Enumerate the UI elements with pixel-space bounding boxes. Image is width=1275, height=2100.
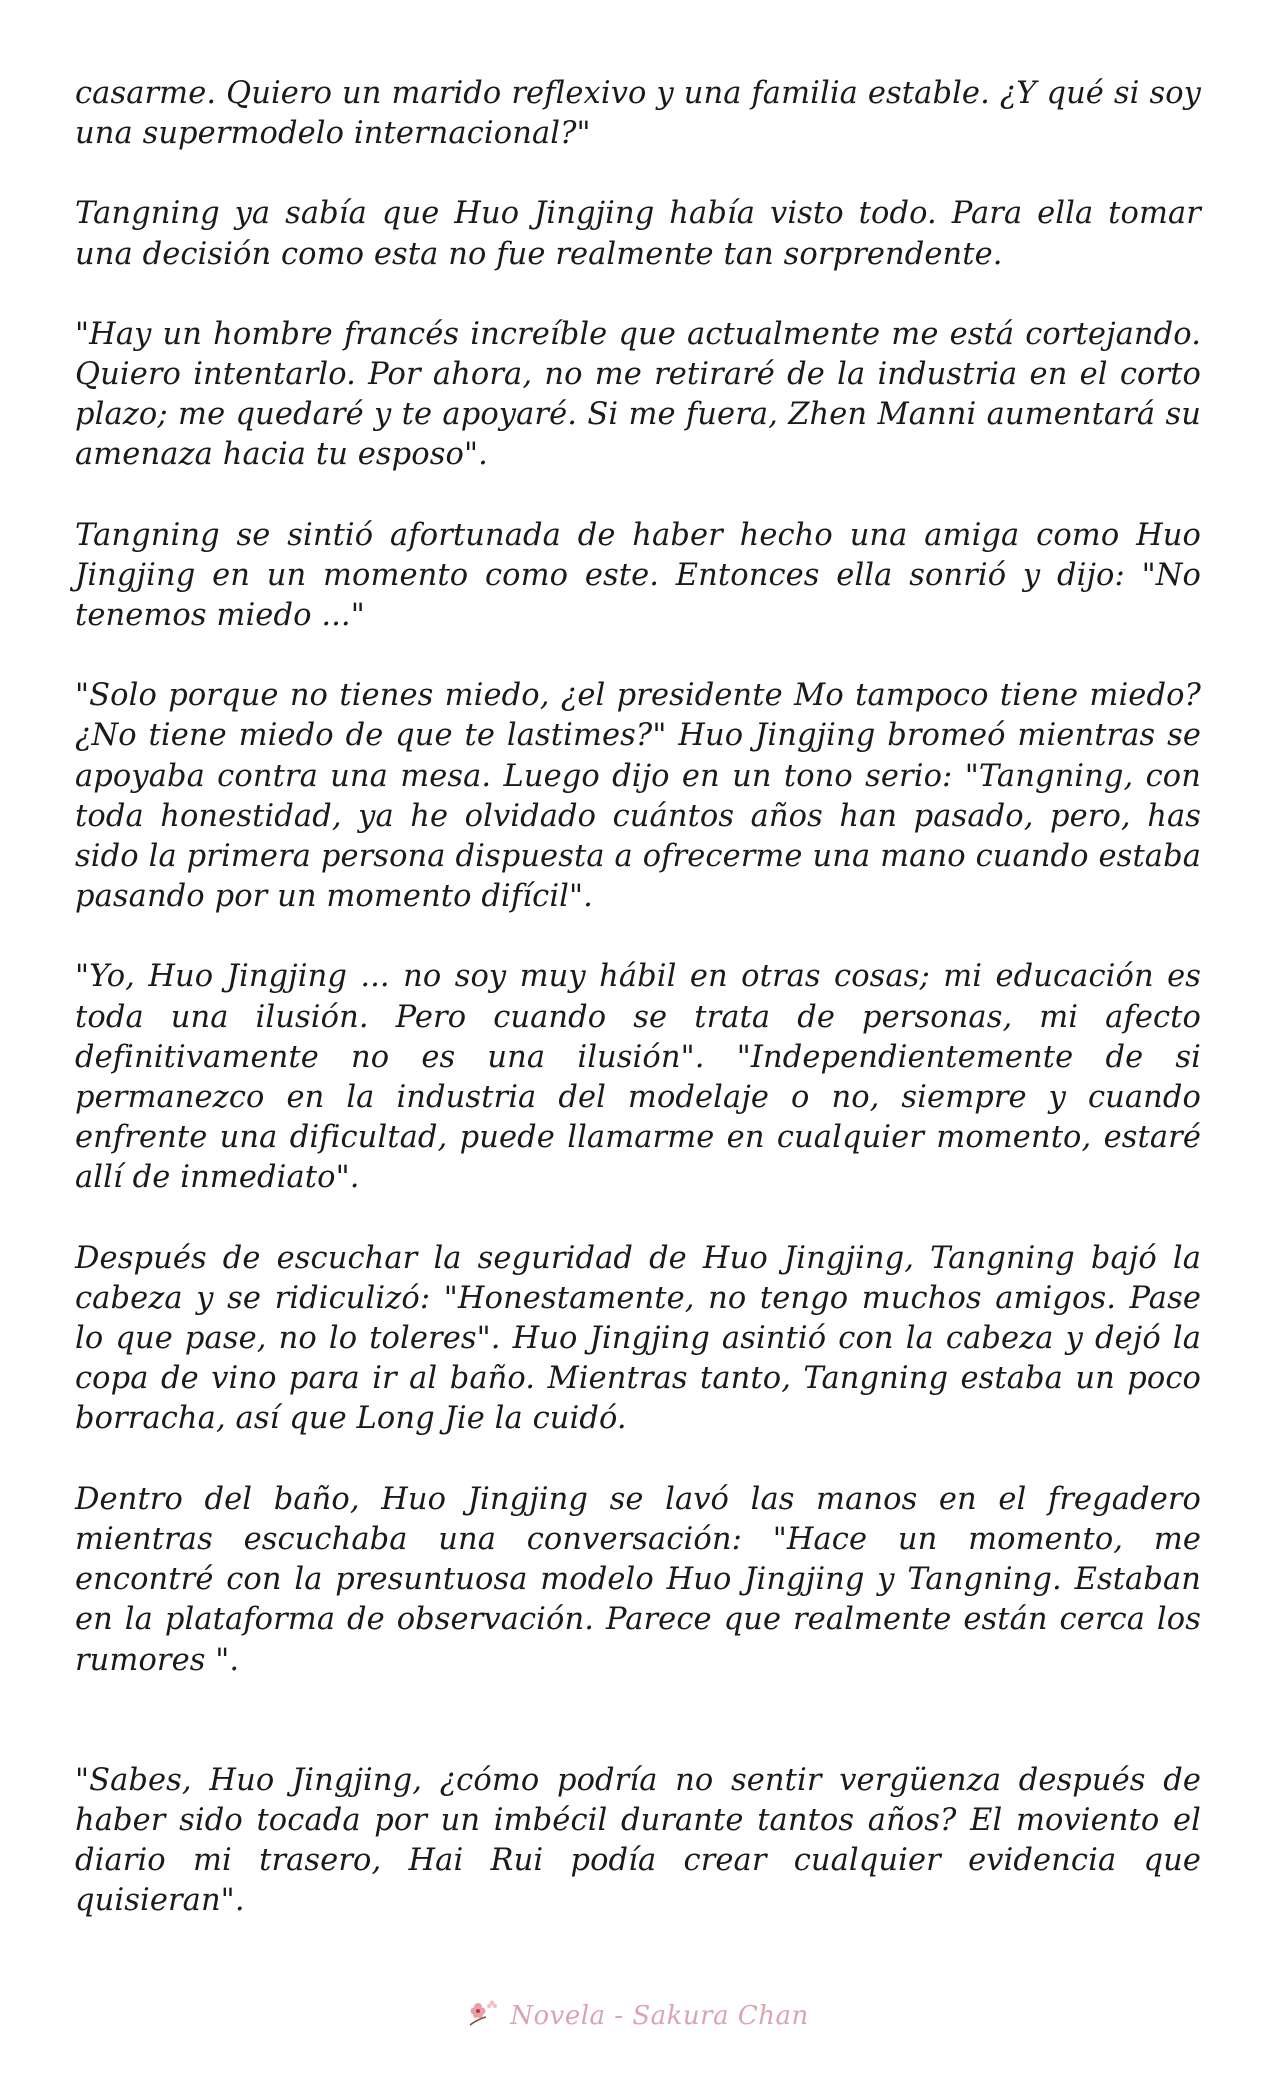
watermark [0,1997,1275,2034]
paragraph: Después de escuchar la seguridad de Huo Jingjing, Tangning bajó la cabeza y se ridiculizó: "Honestamente, no tengo muchos amigos. Pase lo que pase, no lo toleres". Huo Jingjing asintió con la cabeza y dejó la copa de vino para ir al baño. Mientras tanto, Tangning estaba un poco borracha, así que Long Jie la cuidó. [75,1240,1201,1437]
document-body [75,74,1201,1962]
paragraph: Tangning ya sabía que Huo Jingjing había visto todo. Para ella tomar una decisión como esta no fue realmente tan sorprendente. [75,196,1201,272]
paragraph: "Yo, Huo Jingjing ... no soy muy hábil en otras cosas; mi educación es toda una ilusión. Pero cuando se trata de personas, mi afecto definitivamente no es una ilusión". "Independientemente de si permanezco en la industria del modelaje o no, siempre y cuando enfrente una dificultad, puede llamarme en cualquier momento, estaré allí de inmediato". [75,959,1201,1196]
watermark-text: Novela - Sakura Chan [510,2000,809,2031]
paragraph: "Solo porque no tienes miedo, ¿el presidente Mo tampoco tiene miedo? ¿No tiene miedo de que te lastimes?" Huo Jingjing bromeó mientras se apoyaba contra una mesa. Luego dijo en un tono serio: "Tangning, con toda honestidad, ya he olvidado cuántos años han pasado, pero, has sido la primera persona dispuesta a ofrecerme una mano cuando estaba pasando por un momento difícil". [75,678,1201,915]
paragraph: casarme. Quiero un marido reflexivo y una familia estable. ¿Y qué si soy una supermodelo internacional?" [75,76,1201,152]
paragraph: "Hay un hombre francés increíble que actualmente me está cortejando. Quiero intentarlo. Por ahora, no me retiraré de la industria en el corto plazo; me quedaré y te apoyaré. Si me fuera, Zhen Manni aumentará su amenaza hacia tu esposo". [75,316,1201,473]
paragraph: Dentro del baño, Huo Jingjing se lavó las manos en el fregadero mientras escuchaba una conversación: "Hace un momento, me encontré con la presuntuosa modelo Huo Jingjing y Tangning. Estaban en la plataforma de observación. Parece que realmente están cerca los rumores ". [75,1481,1201,1678]
paragraph: Tangning se sintió afortunada de haber hecho una amiga como Huo Jingjing en un momento como este. Entonces ella sonrió y dijo: "No tenemos miedo ..." [75,517,1201,634]
paragraph: "Sabes, Huo Jingjing, ¿cómo podría no sentir vergüenza después de haber sido tocada por un imbécil durante tantos años? El moviento el diario mi trasero, Hai Rui podía crear cualquier evidencia que quisieran". [75,1762,1201,1919]
sakura-flower-icon [466,1997,502,2034]
